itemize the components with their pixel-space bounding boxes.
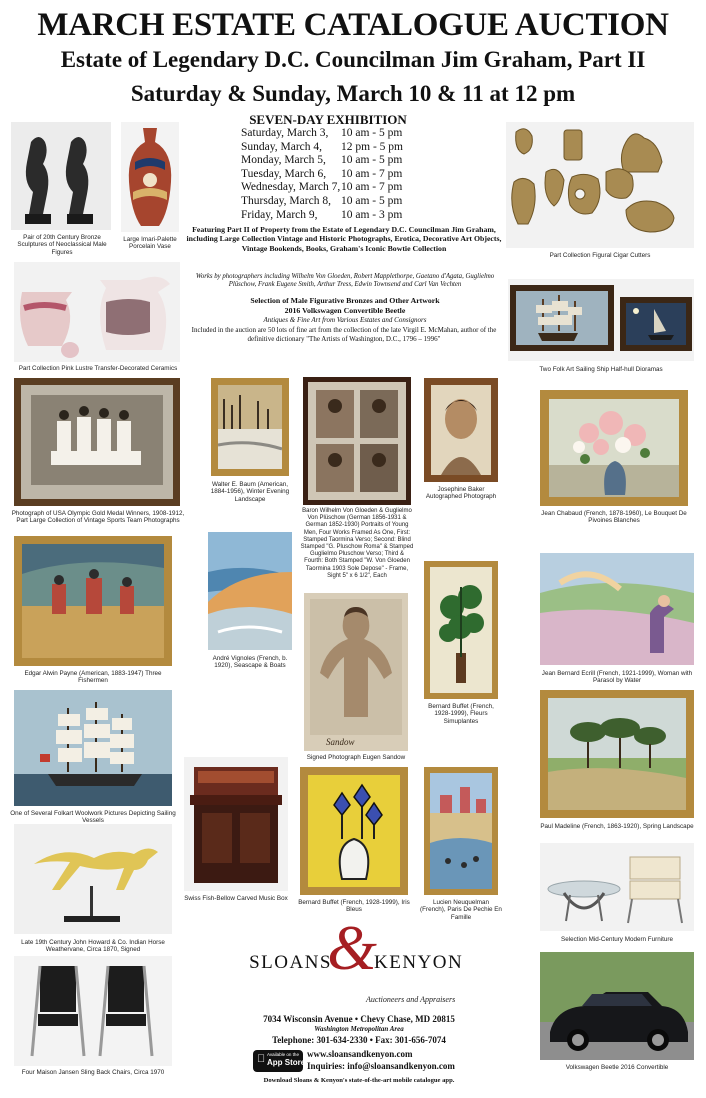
chabaud-caption: Jean Chabaud (French, 1878-1960), Le Bouquet De Pivoines Blanches: [541, 510, 687, 525]
footer-email-link[interactable]: Inquiries: info@sloansandkenyon.com: [307, 1061, 455, 1071]
exhibition-day: Thursday, March 8,: [241, 194, 331, 207]
sandow-photo: [304, 593, 408, 751]
chabaud-painting: [540, 390, 688, 506]
exhibition-day: Wednesday, March 7,: [241, 181, 341, 194]
exhibition-row: [241, 127, 481, 141]
description-photographers: Works by photographers including Wilhelm Von Gloeden, Robert Mapplethorpe, Gaetano d'Agata, Guglielmo Plüschow, Frank Eugene Smith, Arthur Tress, Edwin Townsend and Carl Van Vechten: [195, 273, 495, 289]
description-main: Featuring Part II of Property from the Estate of Legendary D.C. Councilman Jim Graham, including Large Collection Vintage and Historic Photographs, Erotica, Decorative Art Objects, Vintage Bookends, Books, Graham's Iconic Bowtie Collection: [186, 225, 502, 253]
exhibition-row: [241, 168, 481, 182]
vignoles-caption: André Vignoles (French, b. 1920), Seascape & Boats: [212, 655, 288, 670]
madeline-caption: Paul Madeline (French, 1863-1920), Spring Landscape: [540, 823, 694, 830]
exhibition-row: [241, 181, 481, 195]
payne-caption: Edgar Alwin Payne (American, 1883-1947) Three Fishermen: [24, 670, 162, 685]
exhibition-schedule: [241, 127, 481, 222]
description-beetle: 2016 Volkswagen Convertible Beetle: [284, 306, 406, 315]
chairs-caption: Four Maison Jansen Sling Back Chairs, Circa 1970: [21, 1069, 165, 1076]
exhibition-day: Monday, March 5,: [241, 154, 326, 167]
exhibition-time: 10 am - 5 pm: [341, 127, 403, 139]
boutteville-caption: Jean Bernard Ecrill (French, 1921-1999), Woman with Parasol by Water: [541, 670, 693, 685]
beetle-photo: [540, 952, 694, 1060]
description-bronzes: Selection of Male Figurative Bronzes and Other Artwork: [250, 296, 440, 305]
page-title: MARCH ESTATE CATALOGUE AUCTION: [37, 7, 669, 43]
gloeden-photo: [303, 377, 411, 505]
exhibition-day: Sunday, March 4,: [241, 140, 323, 153]
page-subtitle: Estate of Legendary D.C. Councilman Jim Graham, Part II: [60, 47, 646, 72]
description-mcmahan: Included in the auction are 50 lots of fine art from the collection of the late Virgil E. McMahan, author of the definitive dictionary "The Artists of Washington, D.C., 1796 – 1996": [191, 326, 497, 343]
footer-download-note: Download Sloans & Kenyon's state-of-the-art mobile catalogue app.: [263, 1077, 455, 1084]
auction-dates: Saturday & Sunday, March 10 & 11 at 12 pm: [130, 81, 576, 106]
footer-website-link[interactable]: www.sloansandkenyon.com: [307, 1049, 413, 1059]
vignoles-painting: [208, 532, 292, 650]
footer-address: 7034 Wisconsin Avenue • Chevy Chase, MD 20815: [263, 1014, 455, 1024]
vase-caption: Large Imari-Palette Porcelain Vase: [123, 236, 177, 251]
baker-caption: Josephine Baker Autographed Photograph: [425, 486, 497, 501]
cigar-cutters-caption: Part Collection Figural Cigar Cutters: [549, 252, 651, 259]
olympic-photo: [14, 378, 180, 506]
app-store-small-text: Available on the: [267, 1052, 299, 1057]
app-store-badge[interactable]: [253, 1050, 306, 1072]
ceramics-photo: [14, 262, 180, 362]
footer-phone: Telephone: 301-634-2330 • Fax: 301-656-7074: [272, 1035, 446, 1045]
exhibition-row: [241, 141, 481, 155]
dioramas-photo: [508, 279, 694, 361]
furniture-photo: [540, 843, 694, 931]
weathervane-photo: [14, 824, 172, 934]
apple-icon: [257, 1052, 265, 1066]
exhibition-time: 10 am - 5 pm: [341, 154, 403, 167]
logo-ampersand: &: [327, 912, 377, 983]
cigar-cutters-photo: [506, 122, 694, 248]
buffet-flowers-painting: [424, 561, 498, 699]
gen-paul-caption: Lucien Neuquelman (French), Paris De Pechie En Famille: [420, 899, 502, 921]
baker-photo: [424, 378, 498, 482]
woolwork-photo: [14, 690, 172, 806]
exhibition-time: 10 am - 7 pm: [341, 181, 403, 194]
logo-tagline: Auctioneers and Appraisers: [366, 995, 456, 1004]
exhibition-day: Tuesday, March 6,: [241, 167, 327, 180]
baum-caption: Walter E. Baum (American, 1884-1956), Winter Evening Landscape: [210, 481, 290, 503]
exhibition-time: 12 pm - 5 pm: [341, 140, 403, 153]
logo-kenyon: KENYON: [374, 952, 464, 973]
app-store-big-text: App Store: [267, 1058, 306, 1067]
exhibition-time: 10 am - 5 pm: [341, 194, 403, 207]
vase-photo: [121, 122, 179, 232]
exhibition-day: Saturday, March 3,: [241, 127, 329, 139]
footer-area: Washington Metropolitan Area: [314, 1025, 404, 1033]
chairs-photo: [14, 956, 172, 1066]
buffet-iris-caption: Bernard Buffet (French, 1928-1999), Iris Bleus: [298, 899, 410, 914]
exhibition-title: SEVEN-DAY EXHIBITION: [249, 112, 407, 127]
exhibition-row: [241, 209, 481, 223]
weathervane-caption: Late 19th Century John Howard & Co. Indian Horse Weathervane, Circa 1870, Signed: [21, 939, 165, 954]
exhibition-row: [241, 195, 481, 209]
buffet-flowers-caption: Bernard Buffet (French, 1928-1999), Fleurs Simuplantes: [428, 703, 494, 725]
exhibition-time: 10 am - 3 pm: [341, 208, 403, 221]
furniture-caption: Selection Mid-Century Modern Furniture: [561, 936, 673, 943]
description-antiques: Antiques & Fine Art from Various Estates and Consignors: [263, 316, 427, 324]
bronzes-photo: [11, 122, 111, 230]
ceramics-caption: Part Collection Pink Lustre Transfer-Decorated Ceramics: [18, 365, 178, 372]
gloeden-caption: Baron Wilhelm Von Gloeden & Guglielmo Von Plüschow (German 1856-1931 & German 1852-1930) Portraits of Young Men, Four Works Framed As One, First: Stamped Taormina Verso; Second: Blind Stamped "G. Pluschow Roma" & Stamped Guglielmo Pluschow Verso; Third & Fourth: Both Stamped "W. Von Gloeden Taormina 1903 Sole Depose" - Frame, Sight 5" x 6 1/2", Each: [300, 508, 414, 579]
exhibition-time: 10 am - 7 pm: [341, 167, 403, 180]
svg-text:Sandow: Sandow: [326, 737, 355, 747]
gen-paul-painting: [424, 767, 498, 895]
buffet-iris-painting: [300, 767, 408, 895]
madeline-painting: [540, 690, 694, 818]
olympic-caption: Photograph of USA Olympic Gold Medal Winners, 1908-1912, Part Large Collection of Vintage Sports Team Photographs: [11, 510, 185, 525]
music-box-photo: [184, 757, 288, 891]
beetle-caption: Volkswagen Beetle 2016 Convertible: [565, 1064, 669, 1071]
payne-painting: [14, 536, 172, 666]
dioramas-caption: Two Folk Art Sailing Ship Half-hull Dioramas: [539, 366, 663, 373]
music-box-caption: Swiss Fish-Bellow Carved Music Box: [184, 895, 288, 902]
sandow-caption: Signed Photograph Eugen Sandow: [306, 754, 406, 761]
baum-painting: [211, 378, 289, 476]
boutteville-painting: [540, 553, 694, 665]
woolwork-caption: One of Several Folkart Woolwork Pictures Depicting Sailing Vessels: [10, 810, 176, 825]
logo-sloans: SLOANS: [249, 952, 332, 973]
exhibition-row: [241, 154, 481, 168]
exhibition-day: Friday, March 9,: [241, 208, 318, 221]
bronzes-caption: Pair of 20th Century Bronze Sculptures of Neoclassical Male Figures: [17, 234, 107, 256]
